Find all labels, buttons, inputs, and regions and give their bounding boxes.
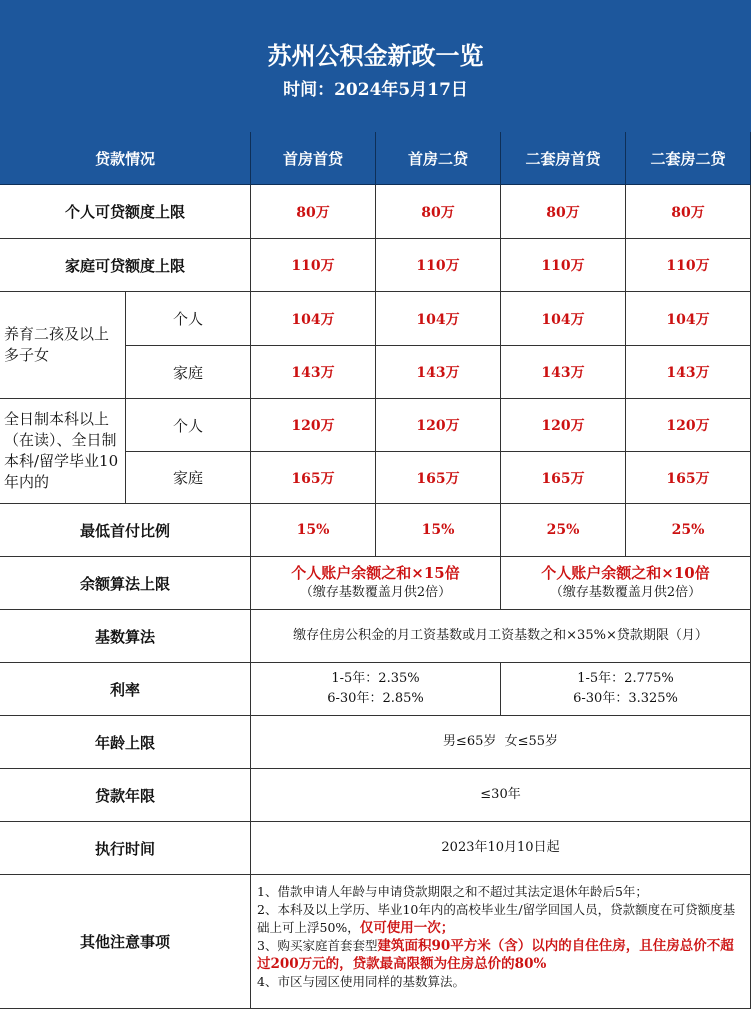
column-header-second-home-second-loan: 二套房二贷 [626,132,751,185]
rate-line: 1-5年：2.35% [331,671,420,686]
note-text: 3、购买家庭首套套型 [257,938,378,953]
cell-value: 104万 [251,292,376,346]
cell-value: 80万 [376,185,501,239]
cell-value: 104万 [626,292,751,346]
row-label-effective-date: 执行时间 [0,822,251,875]
row-label-age-limit: 年龄上限 [0,716,251,769]
cell-value: 15% [376,504,501,557]
cell-value: 165万 [501,452,626,504]
row-label-loan-term: 贷款年限 [0,769,251,822]
cell-value: 143万 [251,346,376,399]
row-sublabel-personal: 个人 [126,292,251,346]
cell-value: 143万 [501,346,626,399]
cell-value: 165万 [251,452,376,504]
column-header-label: 贷款情况 [0,132,251,185]
cell-value: 25% [626,504,751,557]
loan-term-value: ≤30年 [251,769,751,822]
note-text: 2、本科及以上学历、毕业10年内的高校毕业生/留学回国人员，贷款额度在可贷额度基础上可上浮50%， [257,902,736,935]
cell-value: 80万 [501,185,626,239]
cell-value: 25% [501,504,626,557]
balance-multiplier: 个人账户余额之和×10倍 [541,563,710,582]
cell-value: 120万 [376,399,501,452]
row-group-label-graduate: 全日制本科以上（在读）、全日制本科/留学毕业10年内的 [0,399,126,504]
column-header-first-home-second-loan: 首房二贷 [376,132,501,185]
row-sublabel-family: 家庭 [126,452,251,504]
cell-value: 165万 [626,452,751,504]
cell-value: 80万 [626,185,751,239]
row-label-personal-limit: 个人可贷额度上限 [0,185,251,239]
balance-note: （缴存基数覆盖月供2倍） [549,584,702,600]
row-label-balance-method: 余额算法上限 [0,557,251,610]
note-item: 4、市区与园区使用同样的基数算法。 [257,974,465,989]
age-limit-value: 男≤65岁 女≤55岁 [251,716,751,769]
note-highlight: 建筑面积90平方米（含）以内的自住住房，且住房总价不超过200万元的，贷款最高限额为住房总价的80% [257,938,734,972]
balance-method-second-home [501,557,751,610]
rate-line: 6-30年：2.85% [327,691,424,706]
row-sublabel-personal: 个人 [126,399,251,452]
cell-value: 120万 [251,399,376,452]
rate-first-home [251,663,501,716]
column-header-second-home-first-loan: 二套房首贷 [501,132,626,185]
balance-multiplier: 个人账户余额之和×15倍 [291,563,460,582]
rate-second-home [501,663,751,716]
row-sublabel-family: 家庭 [126,346,251,399]
row-label-notes: 其他注意事项 [0,875,251,1009]
page-title: 苏州公积金新政一览 [267,41,484,70]
cell-value: 104万 [376,292,501,346]
cell-value: 120万 [626,399,751,452]
cell-value: 110万 [251,239,376,292]
cell-value: 80万 [251,185,376,239]
cell-value: 110万 [626,239,751,292]
row-label-rate: 利率 [0,663,251,716]
column-header-first-home-first-loan: 首房首贷 [251,132,376,185]
note-item [257,937,746,973]
note-item: 1、借款申请人年龄与申请贷款期限之和不超过其法定退休年龄后5年； [257,884,648,899]
cell-value: 143万 [376,346,501,399]
cell-value: 104万 [501,292,626,346]
page-subtitle: 时间：2024年5月17日 [283,80,468,100]
cell-value: 110万 [376,239,501,292]
row-label-family-limit: 家庭可贷额度上限 [0,239,251,292]
policy-table [0,132,751,1009]
balance-method-first-home [251,557,501,610]
rate-line: 1-5年：2.775% [577,671,674,686]
cell-value: 165万 [376,452,501,504]
cell-value: 15% [251,504,376,557]
cell-value: 110万 [501,239,626,292]
page-header [0,0,751,132]
effective-date-value: 2023年10月10日起 [251,822,751,875]
row-label-base-method: 基数算法 [0,610,251,663]
notes-content [251,875,751,1009]
cell-value: 120万 [501,399,626,452]
note-highlight: 仅可使用一次； [359,920,455,936]
balance-note: （缴存基数覆盖月供2倍） [299,584,452,600]
rate-line: 6-30年：3.325% [573,691,678,706]
row-label-down-payment: 最低首付比例 [0,504,251,557]
base-method-value: 缴存住房公积金的月工资基数或月工资基数之和×35%×贷款期限（月） [251,610,751,663]
cell-value: 143万 [626,346,751,399]
row-group-label-multi-child: 养育二孩及以上多子女 [0,292,126,399]
note-item [257,901,746,937]
